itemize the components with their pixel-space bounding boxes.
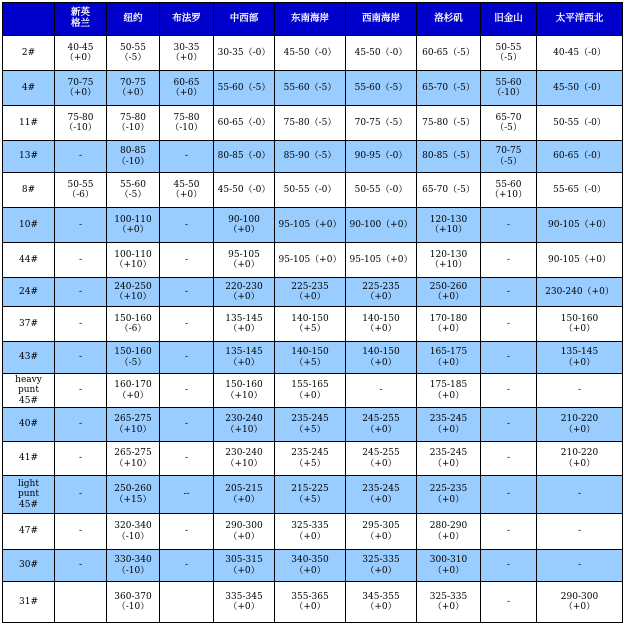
- table-cell: 60-65 （+0）: [160, 71, 214, 106]
- header-cell-region: 纽约: [107, 3, 160, 36]
- table-cell: 70-75 （-5）: [481, 141, 537, 173]
- table-row: [3, 307, 623, 342]
- table-cell: 50-55 （-5）: [107, 36, 160, 71]
- table-cell: -: [55, 442, 107, 476]
- table-cell: 80-85 （-10）: [107, 141, 160, 173]
- table-cell: 55-60（-5）: [346, 71, 417, 106]
- header-cell-region: 旧金山: [481, 3, 537, 36]
- table-cell: 50-55（-0）: [275, 173, 346, 208]
- table-cell: -: [481, 582, 537, 623]
- table-cell: 220-230 （+0）: [214, 278, 275, 307]
- table-cell: 75-80（-5）: [417, 106, 481, 141]
- price-table-wrapper: [2, 2, 623, 623]
- table-cell: -: [55, 307, 107, 342]
- table-row: [3, 442, 623, 476]
- row-label: 37#: [3, 307, 55, 342]
- table-row: [3, 278, 623, 307]
- table-cell: 75-80 （-10）: [107, 106, 160, 141]
- table-cell: 250-260 （+0）: [417, 278, 481, 307]
- table-cell: 50-55 （-6）: [55, 173, 107, 208]
- table-cell: -: [481, 374, 537, 408]
- header-cell-region: 太平洋西北: [537, 3, 623, 36]
- table-cell: 95-105（+0）: [275, 208, 346, 243]
- table-cell: 325-335 （+0）: [346, 550, 417, 582]
- table-cell: -: [55, 208, 107, 243]
- table-cell: 55-65（-0）: [537, 173, 623, 208]
- table-cell: 230-240 （+10）: [214, 442, 275, 476]
- table-cell: 90-105（+0）: [537, 243, 623, 278]
- table-cell: -: [160, 374, 214, 408]
- table-cell: -: [481, 476, 537, 514]
- table-cell: 95-105（+0）: [346, 243, 417, 278]
- table-cell: 90-105（+0）: [537, 208, 623, 243]
- table-cell: 60-65（-5）: [417, 36, 481, 71]
- table-cell: 305-315 （+0）: [214, 550, 275, 582]
- header-cell-region: 东南海岸: [275, 3, 346, 36]
- table-cell: 150-160 （-5）: [107, 342, 160, 374]
- table-cell: 65-70（-5）: [417, 173, 481, 208]
- table-cell: 150-160 （+10）: [214, 374, 275, 408]
- table-cell: -: [481, 243, 537, 278]
- table-cell: 45-50（-0）: [537, 71, 623, 106]
- header-cell-corner: [3, 3, 55, 36]
- table-cell: -: [481, 514, 537, 550]
- table-cell: 90-100（+0）: [346, 208, 417, 243]
- row-label: 11#: [3, 106, 55, 141]
- row-label: heavy punt 45#: [3, 374, 55, 408]
- table-cell: 330-340 （-10）: [107, 550, 160, 582]
- table-cell: 40-45（-0）: [537, 36, 623, 71]
- table-cell: 80-85（-0）: [214, 141, 275, 173]
- table-cell: -: [537, 550, 623, 582]
- header-cell-region: 洛杉矶: [417, 3, 481, 36]
- table-cell: 50-55（-0）: [346, 173, 417, 208]
- header-cell-region: 西南海岸: [346, 3, 417, 36]
- table-cell: 85-90（-5）: [275, 141, 346, 173]
- table-cell: -: [160, 514, 214, 550]
- table-row: [3, 141, 623, 173]
- table-row: [3, 243, 623, 278]
- table-cell: 295-305 （+0）: [346, 514, 417, 550]
- table-cell: 245-255 （+0）: [346, 408, 417, 442]
- table-cell: -: [55, 408, 107, 442]
- table-cell: -: [481, 342, 537, 374]
- table-cell: 210-220 （+0）: [537, 442, 623, 476]
- table-cell: 355-365 （+0）: [275, 582, 346, 623]
- table-cell: 335-345 （+0）: [214, 582, 275, 623]
- table-cell: -: [481, 408, 537, 442]
- table-cell: 340-350 （+0）: [275, 550, 346, 582]
- table-cell: -: [160, 550, 214, 582]
- table-row: [3, 408, 623, 442]
- table-cell: 70-75 （+0）: [55, 71, 107, 106]
- table-cell: -: [160, 243, 214, 278]
- table-cell: 90-95（-0）: [346, 141, 417, 173]
- table-cell: 235-245 （+0）: [417, 408, 481, 442]
- table-cell: -: [55, 550, 107, 582]
- table-cell: 75-80 （-10）: [55, 106, 107, 141]
- table-cell: -: [481, 550, 537, 582]
- table-cell: -: [481, 208, 537, 243]
- table-row: [3, 514, 623, 550]
- table-cell: 225-235 （+0）: [346, 278, 417, 307]
- table-cell: 40-45 （+0）: [55, 36, 107, 71]
- price-table: [2, 2, 623, 623]
- table-cell: 45-50（-0）: [275, 36, 346, 71]
- table-cell: 55-60（-5）: [275, 71, 346, 106]
- table-row: [3, 550, 623, 582]
- table-cell: 60-65（-0）: [537, 141, 623, 173]
- table-cell: 30-35 （+0）: [160, 36, 214, 71]
- table-cell: 300-310 （+0）: [417, 550, 481, 582]
- row-label: 13#: [3, 141, 55, 173]
- table-row: [3, 36, 623, 71]
- table-cell: 100-110 （+0）: [107, 208, 160, 243]
- table-cell: 240-250 （+10）: [107, 278, 160, 307]
- row-label: 2#: [3, 36, 55, 71]
- table-cell: 235-245 （+0）: [346, 476, 417, 514]
- table-cell: -: [55, 278, 107, 307]
- table-cell: 140-150 （+0）: [346, 342, 417, 374]
- table-cell: 45-50 （+0）: [160, 173, 214, 208]
- table-cell: 150-160 （+0）: [537, 307, 623, 342]
- table-cell: -: [160, 208, 214, 243]
- table-cell: 95-105 （+0）: [214, 243, 275, 278]
- row-label: 44#: [3, 243, 55, 278]
- table-cell: 360-370 （-10）: [107, 582, 160, 623]
- table-cell: -: [55, 243, 107, 278]
- table-body: [3, 36, 623, 623]
- table-cell: 50-55 （-5）: [481, 36, 537, 71]
- table-cell: 155-165 （+0）: [275, 374, 346, 408]
- table-cell: 60-65（-0）: [214, 106, 275, 141]
- row-label: 41#: [3, 442, 55, 476]
- table-cell: 70-75 （+0）: [107, 71, 160, 106]
- table-cell: 80-85（-5）: [417, 141, 481, 173]
- table-cell: 120-130 （+10）: [417, 208, 481, 243]
- table-cell: 140-150 （+0）: [346, 307, 417, 342]
- table-cell: 90-100 （+0）: [214, 208, 275, 243]
- table-cell: --: [160, 476, 214, 514]
- table-cell: 135-145 （+0）: [214, 342, 275, 374]
- row-label: 31#: [3, 582, 55, 623]
- table-row: [3, 173, 623, 208]
- table-cell: 290-300 （+0）: [537, 582, 623, 623]
- table-cell: 235-245 （+0）: [417, 442, 481, 476]
- table-cell: 290-300 （+0）: [214, 514, 275, 550]
- header-cell-region: 中西部: [214, 3, 275, 36]
- table-cell: 225-235 （+0）: [275, 278, 346, 307]
- table-cell: 135-145 （+0）: [537, 342, 623, 374]
- table-cell: 345-355 （+0）: [346, 582, 417, 623]
- table-row: [3, 71, 623, 106]
- row-label: 8#: [3, 173, 55, 208]
- table-row: [3, 476, 623, 514]
- table-row: [3, 582, 623, 623]
- row-label: 4#: [3, 71, 55, 106]
- table-cell: 30-35（-0）: [214, 36, 275, 71]
- table-cell: -: [346, 374, 417, 408]
- table-cell: 65-70（-5）: [417, 71, 481, 106]
- table-cell: -: [160, 141, 214, 173]
- header-cell-region: 新英 格兰: [55, 3, 107, 36]
- row-label: 30#: [3, 550, 55, 582]
- table-cell: 235-245 （+5）: [275, 408, 346, 442]
- table-cell: 95-105（+0）: [275, 243, 346, 278]
- table-cell: 265-275 （+10）: [107, 408, 160, 442]
- table-cell: -: [537, 374, 623, 408]
- table-cell: 325-335 （+0）: [275, 514, 346, 550]
- table-cell: 320-340 （-10）: [107, 514, 160, 550]
- table-cell: 50-55（-0）: [537, 106, 623, 141]
- table-cell: -: [537, 514, 623, 550]
- table-cell: 150-160 （-6）: [107, 307, 160, 342]
- table-cell: 55-60 （+10）: [481, 173, 537, 208]
- row-label: 43#: [3, 342, 55, 374]
- table-cell: [160, 582, 214, 623]
- table-cell: 75-80 （-10）: [160, 106, 214, 141]
- table-cell: -: [55, 514, 107, 550]
- row-label: 40#: [3, 408, 55, 442]
- table-row: [3, 208, 623, 243]
- table-cell: -: [481, 278, 537, 307]
- table-cell: -: [160, 442, 214, 476]
- table-cell: 170-180 （+0）: [417, 307, 481, 342]
- table-cell: 65-70 （-5）: [481, 106, 537, 141]
- table-cell: -: [160, 307, 214, 342]
- table-cell: -: [160, 408, 214, 442]
- header-row: [3, 3, 623, 36]
- table-cell: 230-240 （+10）: [214, 408, 275, 442]
- table-cell: 265-275 （+10）: [107, 442, 160, 476]
- table-cell: [55, 582, 107, 623]
- table-cell: 325-335 （+0）: [417, 582, 481, 623]
- table-cell: -: [481, 307, 537, 342]
- table-cell: 55-60（-5）: [214, 71, 275, 106]
- table-cell: 250-260 （+15）: [107, 476, 160, 514]
- table-cell: 100-110 （+10）: [107, 243, 160, 278]
- table-cell: 205-215 （+0）: [214, 476, 275, 514]
- row-label: 47#: [3, 514, 55, 550]
- table-cell: -: [160, 278, 214, 307]
- table-cell: 225-235 （+0）: [417, 476, 481, 514]
- row-label: 24#: [3, 278, 55, 307]
- table-cell: 140-150 （+5）: [275, 342, 346, 374]
- table-cell: -: [537, 476, 623, 514]
- table-cell: -: [160, 342, 214, 374]
- row-label: 10#: [3, 208, 55, 243]
- table-row: [3, 342, 623, 374]
- table-cell: -: [481, 442, 537, 476]
- table-cell: -: [55, 476, 107, 514]
- table-cell: 175-185 （+0）: [417, 374, 481, 408]
- table-cell: 120-130 （+10）: [417, 243, 481, 278]
- row-label: light punt 45#: [3, 476, 55, 514]
- table-cell: 280-290 （+0）: [417, 514, 481, 550]
- table-cell: -: [55, 374, 107, 408]
- table-cell: 45-50（-0）: [214, 173, 275, 208]
- header-cell-region: 布法罗: [160, 3, 214, 36]
- table-row: [3, 374, 623, 408]
- table-cell: -: [55, 141, 107, 173]
- table-cell: 75-80（-5）: [275, 106, 346, 141]
- table-cell: 70-75（-5）: [346, 106, 417, 141]
- table-row: [3, 106, 623, 141]
- table-cell: -: [55, 342, 107, 374]
- table-cell: 245-255 （+0）: [346, 442, 417, 476]
- table-cell: 160-170 （+0）: [107, 374, 160, 408]
- table-cell: 235-245 （+5）: [275, 442, 346, 476]
- table-cell: 45-50（-0）: [346, 36, 417, 71]
- table-cell: 230-240（+0）: [537, 278, 623, 307]
- table-cell: 55-60 （-10）: [481, 71, 537, 106]
- table-cell: 140-150 （+5）: [275, 307, 346, 342]
- table-cell: 215-225 （+5）: [275, 476, 346, 514]
- table-cell: 135-145 （+0）: [214, 307, 275, 342]
- table-cell: 210-220 （+0）: [537, 408, 623, 442]
- table-cell: 55-60 （-5）: [107, 173, 160, 208]
- table-cell: 165-175 （+0）: [417, 342, 481, 374]
